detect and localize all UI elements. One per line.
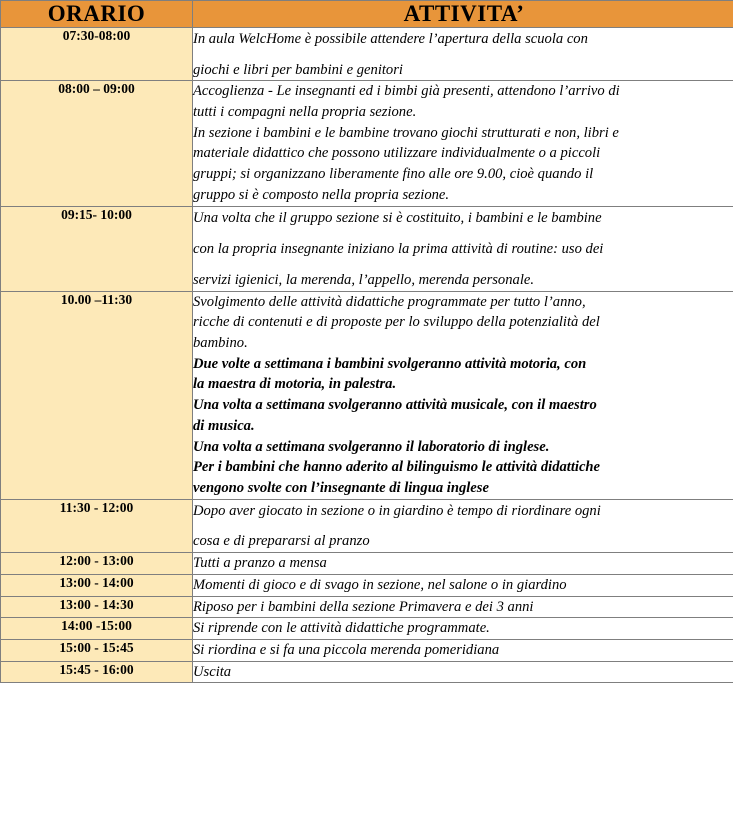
time-cell: 14:00 -15:00	[1, 618, 193, 640]
activity-line: ricche di contenuti e di proposte per lo sviluppo della potenzialità del	[193, 314, 600, 331]
activity-line: tutti i compagni nella propria sezione.	[193, 104, 417, 121]
table-row	[1, 499, 733, 552]
activity-line: materiale didattico che possono utilizzare individualmente o a piccoli	[193, 145, 601, 162]
activity-line: Due volte a settimana i bambini svolgeranno attività motoria, con	[193, 355, 587, 372]
header-row	[1, 1, 733, 28]
activity-line: Si riordina e si fa una piccola merenda pomeridiana	[193, 641, 500, 658]
activity-line: servizi igienici, la merenda, l’appello, merenda personale.	[193, 271, 534, 288]
activity-line: Una volta a settimana svolgeranno il laboratorio di inglese.	[193, 438, 550, 455]
table-row	[1, 596, 733, 618]
header-cell-activity: ATTIVITA’	[193, 1, 733, 28]
activity-line: la maestra di motoria, in palestra.	[193, 376, 397, 393]
activity-line: Si riprende con le attività didattiche programmate.	[193, 620, 490, 637]
activity-cell	[193, 81, 733, 206]
time-cell: 13:00 - 14:00	[1, 574, 193, 596]
time-cell: 15:45 - 16:00	[1, 661, 193, 683]
activity-line: bambino.	[193, 335, 248, 352]
table-row	[1, 639, 733, 661]
activity-line: Riposo per i bambini della sezione Primavera e dei 3 anni	[193, 598, 534, 615]
time-cell: 11:30 - 12:00	[1, 499, 193, 552]
activity-line: con la propria insegnante iniziano la prima attività di routine: uso dei	[193, 241, 604, 258]
activity-cell	[193, 553, 733, 575]
activity-line: vengono svolte con l’insegnante di lingua inglese	[193, 480, 489, 497]
activity-line: giochi e libri per bambini e genitori	[193, 61, 403, 78]
activity-line: In sezione i bambini e le bambine trovano giochi strutturati e non, libri e	[193, 124, 619, 141]
activity-line: Per i bambini che hanno aderito al bilinguismo le attività didattiche	[193, 459, 601, 476]
table-header	[1, 1, 733, 28]
activity-line: Una volta che il gruppo sezione si è costituito, i bambini e le bambine	[193, 209, 602, 226]
activity-line: gruppi; si organizzano liberamente fino alle ore 9.00, cioè quando il	[193, 166, 594, 183]
activity-line: di musica.	[193, 417, 255, 434]
time-cell: 12:00 - 13:00	[1, 553, 193, 575]
activity-line: Momenti di gioco e di svago in sezione, nel salone o in giardino	[193, 576, 567, 593]
table-row	[1, 553, 733, 575]
table-body	[1, 28, 733, 683]
activity-cell	[193, 661, 733, 683]
time-cell: 10.00 –11:30	[1, 291, 193, 499]
activity-line: Uscita	[193, 663, 232, 680]
activity-line: Svolgimento delle attività didattiche programmate per tutto l’anno,	[193, 293, 586, 310]
activity-cell	[193, 574, 733, 596]
time-cell: 15:00 - 15:45	[1, 639, 193, 661]
activity-line: gruppo si è composto nella propria sezione.	[193, 186, 450, 203]
activity-line: Dopo aver giocato in sezione o in giardino è tempo di riordinare ogni	[193, 502, 601, 519]
activity-cell	[193, 639, 733, 661]
table-row	[1, 291, 733, 499]
table-row	[1, 618, 733, 640]
activity-cell	[193, 291, 733, 499]
time-cell: 07:30-08:00	[1, 28, 193, 81]
activity-line: cosa e di prepararsi al pranzo	[193, 533, 370, 550]
table-row	[1, 661, 733, 683]
activity-line: Tutti a pranzo a mensa	[193, 555, 327, 572]
activity-cell	[193, 28, 733, 81]
activity-cell	[193, 499, 733, 552]
time-cell: 13:00 - 14:30	[1, 596, 193, 618]
activity-line: Una volta a settimana svolgeranno attività musicale, con il maestro	[193, 397, 597, 414]
activity-cell	[193, 618, 733, 640]
table-row	[1, 574, 733, 596]
activity-cell	[193, 596, 733, 618]
header-cell-time: ORARIO	[1, 1, 193, 28]
table-row	[1, 206, 733, 291]
activity-line: Accoglienza - Le insegnanti ed i bimbi già presenti, attendono l’arrivo di	[193, 83, 620, 100]
time-cell: 08:00 – 09:00	[1, 81, 193, 206]
table-row	[1, 81, 733, 206]
activity-cell	[193, 206, 733, 291]
activity-line: In aula WelcHome è possibile attendere l’apertura della scuola con	[193, 31, 588, 47]
table-row	[1, 28, 733, 81]
time-cell: 09:15- 10:00	[1, 206, 193, 291]
